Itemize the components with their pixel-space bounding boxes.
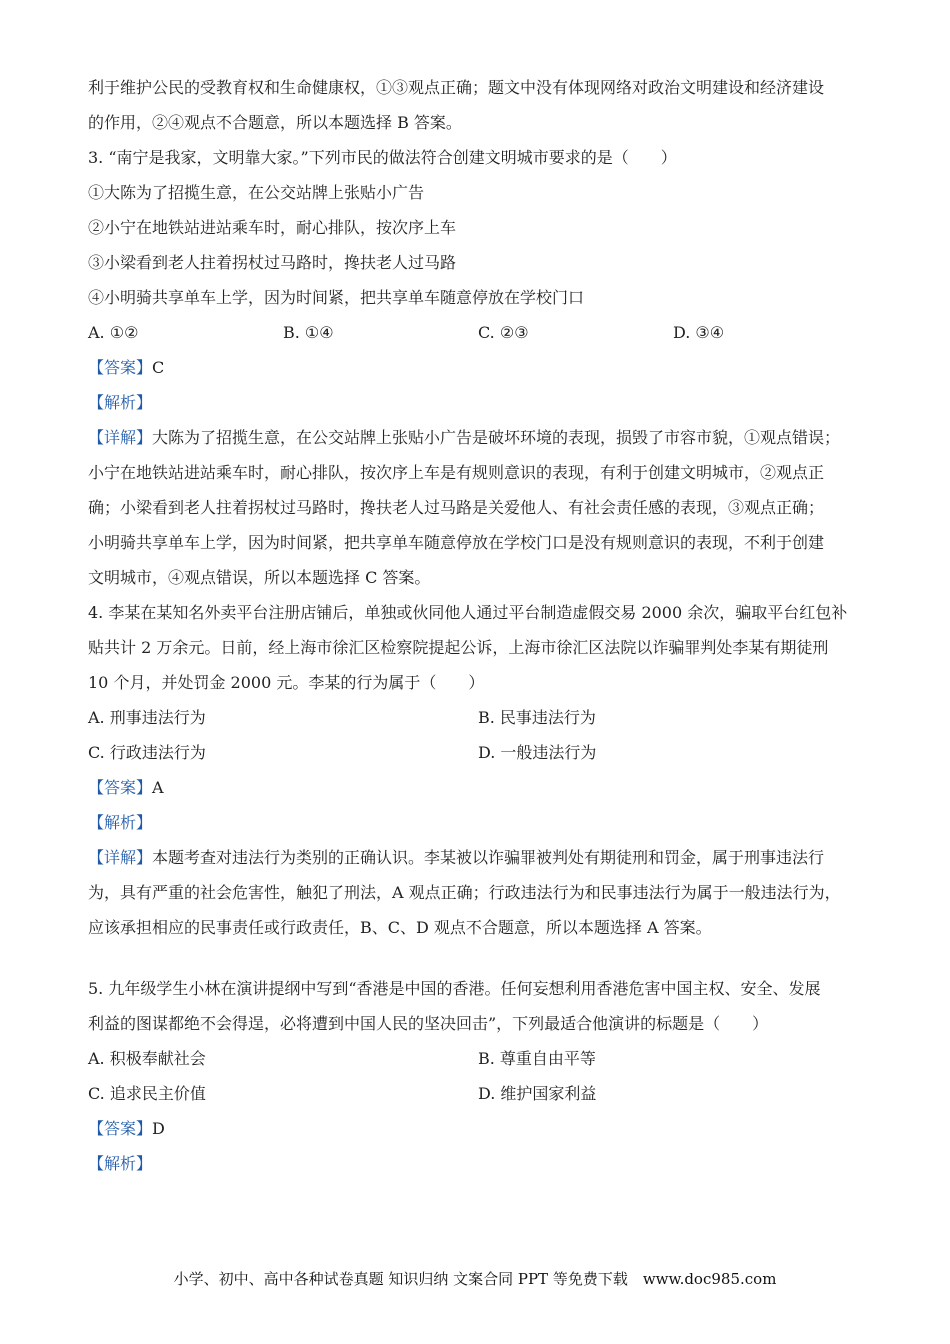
answer-line <box>88 1111 868 1146</box>
detail-line <box>88 840 868 875</box>
document-page <box>88 70 868 1181</box>
option-b: B. ①④ <box>283 323 334 342</box>
answer-tag: 【答案】 <box>88 358 153 377</box>
option-c: C. 行政违法行为 <box>88 743 206 762</box>
question-item: ④小明骑共享单车上学，因为时间紧，把共享单车随意停放在学校门口 <box>88 288 585 307</box>
detail-line: 为，具有严重的社会危害性，触犯了刑法，A 观点正确；行政违法行为和民事违法行为属于一般违法行为， <box>88 883 841 902</box>
text-line: 利于维护公民的受教育权和生命健康权，①③观点正确；题文中没有体现网络对政治文明建设和经济建设 <box>88 78 825 97</box>
question-item: ②小宁在地铁站进站乘车时，耐心排队，按次序上车 <box>88 218 457 237</box>
analysis-tag: 【解析】 <box>88 1154 153 1173</box>
option-c: C. ②③ <box>478 323 529 342</box>
option-b: B. 民事违法行为 <box>478 708 596 727</box>
detail-line: 文明城市，④观点错误，所以本题选择 C 答案。 <box>88 568 431 587</box>
detail-line: 小明骑共享单车上学，因为时间紧，把共享单车随意停放在学校门口是没有规则意识的表现，不利于创建 <box>88 533 825 552</box>
detail-tag: 【详解】 <box>88 848 153 867</box>
option-b: B. 尊重自由平等 <box>478 1049 596 1068</box>
detail-line: 小宁在地铁站进站乘车时，耐心排队，按次序上车是有规则意识的表现，有利于创建文明城市，②观点正 <box>88 463 825 482</box>
analysis-tag: 【解析】 <box>88 813 153 832</box>
question-stem: 5. 九年级学生小林在演讲提纲中写到“香港是中国的香港。任何妄想利用香港危害中国主权、安全、发展 <box>88 979 821 998</box>
answer-value: D <box>152 1119 165 1138</box>
option-a: A. 积极奉献社会 <box>88 1049 206 1068</box>
detail-line: 应该承担相应的民事责任或行政责任，B、C、D 观点不合题意，所以本题选择 A 答案。 <box>88 918 712 937</box>
answer-line <box>88 770 868 805</box>
option-d: D. ③④ <box>673 323 725 342</box>
options-row <box>88 315 868 350</box>
question-stem: 利益的图谋都绝不会得逞，必将遭到中国人民的坚决回击”，下列最适合他演讲的标题是（ ） <box>88 1014 769 1033</box>
detail-line <box>88 420 868 455</box>
options-row <box>88 1076 868 1111</box>
detail-text: 大陈为了招揽生意，在公交站牌上张贴小广告是破坏环境的表现，损毁了市容市貌，①观点错误； <box>152 428 841 447</box>
detail-line: 确；小梁看到老人拄着拐杖过马路时，搀扶老人过马路是关爱他人、有社会责任感的表现，③观点正确； <box>88 498 825 517</box>
question-stem: 4. 李某在某知名外卖平台注册店铺后，单独或伙同他人通过平台制造虚假交易 2000 余次，骗取平台红包补 <box>88 603 848 622</box>
question-stem: 10 个月，并处罚金 2000 元。李某的行为属于（ ） <box>88 673 485 692</box>
detail-text: 本题考查对违法行为类别的正确认识。李某被以诈骗罪被判处有期徒刑和罚金，属于刑事违法行 <box>152 848 825 867</box>
option-d: D. 维护国家利益 <box>478 1084 597 1103</box>
analysis-tag: 【解析】 <box>88 393 153 412</box>
answer-value: C <box>152 358 165 377</box>
answer-value: A <box>152 778 164 797</box>
question-stem: 3. “南宁是我家，文明靠大家。”下列市民的做法符合创建文明城市要求的是（ ） <box>88 148 677 167</box>
options-row <box>88 1041 868 1076</box>
question-stem: 贴共计 2 万余元。日前，经上海市徐汇区检察院提起公诉，上海市徐汇区法院以诈骗罪判处李某有期徒刑 <box>88 638 829 657</box>
options-row <box>88 735 868 770</box>
text-line: 的作用，②④观点不合题意，所以本题选择 B 答案。 <box>88 113 462 132</box>
answer-line <box>88 350 868 385</box>
question-item: ③小梁看到老人拄着拐杖过马路时，搀扶老人过马路 <box>88 253 457 272</box>
question-item: ①大陈为了招揽生意，在公交站牌上张贴小广告 <box>88 183 425 202</box>
spacer <box>88 945 868 971</box>
option-a: A. ①② <box>88 323 139 342</box>
answer-tag: 【答案】 <box>88 1119 153 1138</box>
option-a: A. 刑事违法行为 <box>88 708 206 727</box>
options-row <box>88 700 868 735</box>
page-footer: 小学、初中、高中各种试卷真题 知识归纳 文案合同 PPT 等免费下载 www.doc985.com <box>173 1270 777 1288</box>
option-d: D. 一般违法行为 <box>478 743 597 762</box>
answer-tag: 【答案】 <box>88 778 153 797</box>
detail-tag: 【详解】 <box>88 428 153 447</box>
option-c: C. 追求民主价值 <box>88 1084 206 1103</box>
